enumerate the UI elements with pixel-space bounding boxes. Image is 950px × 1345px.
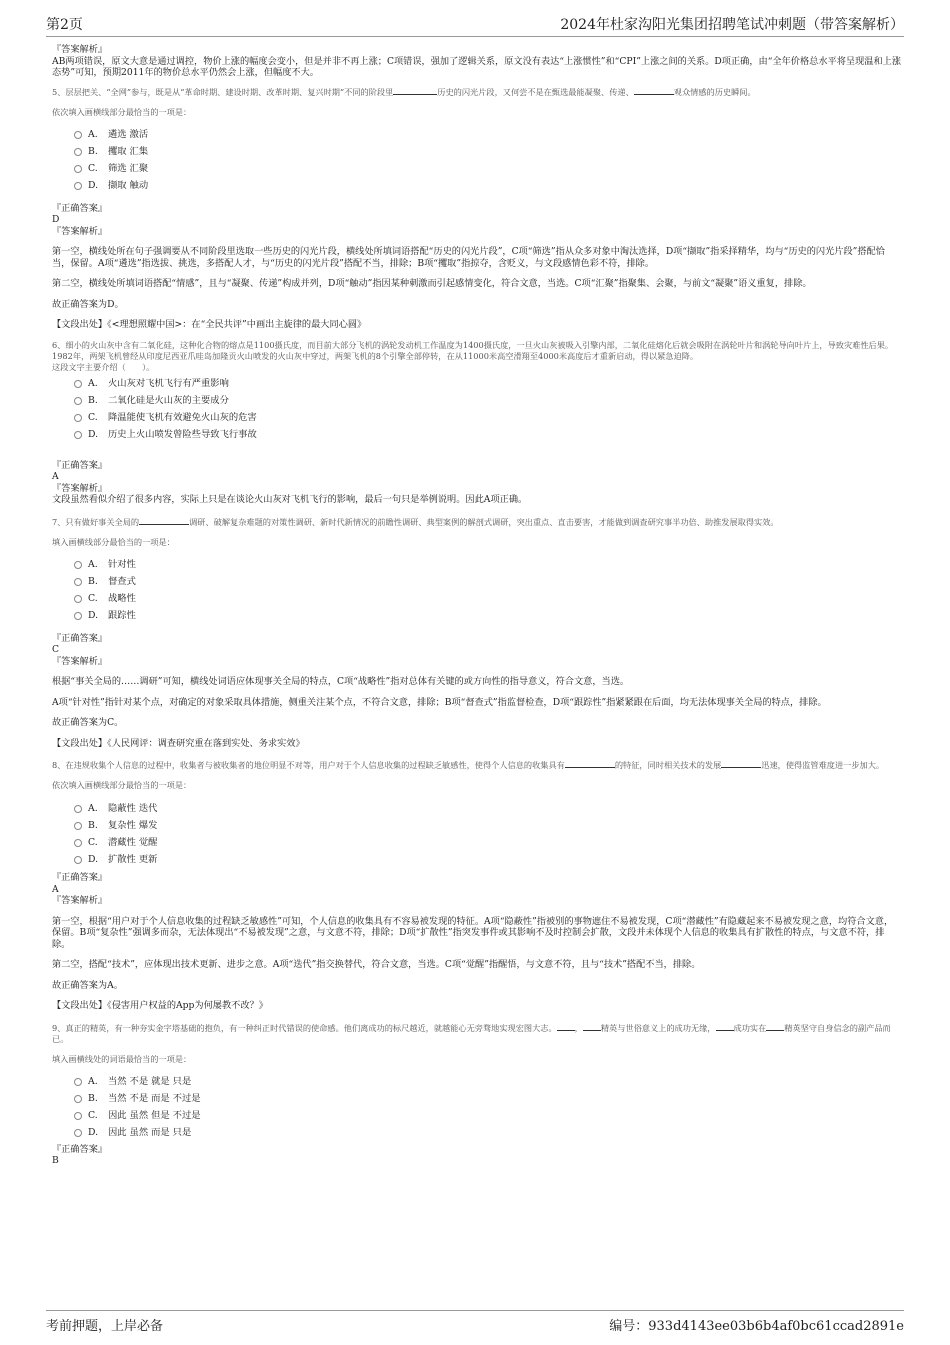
- blank-line: [766, 1021, 784, 1031]
- answer-label: 『正确答案』: [52, 632, 108, 644]
- option-c[interactable]: C. 潜藏性 觉醒: [74, 834, 902, 851]
- radio-icon[interactable]: [74, 839, 82, 847]
- answer-label: 『正确答案』: [52, 459, 108, 471]
- radio-icon[interactable]: [74, 578, 82, 586]
- document-body: [52, 44, 902, 1167]
- radio-icon[interactable]: [74, 1078, 82, 1086]
- explain-label: 『答案解析』: [52, 482, 108, 494]
- page-header: [46, 14, 904, 37]
- explain-label: 『答案解析』: [52, 655, 108, 667]
- radio-icon[interactable]: [74, 380, 82, 388]
- answer-value: B: [52, 1155, 59, 1166]
- option-d[interactable]: D. 扩散性 更新: [74, 851, 902, 868]
- option-a[interactable]: A. 针对性: [74, 557, 902, 574]
- document-id: 编号：933d4143ee03b6b4af0bc61ccad2891e: [609, 1319, 904, 1334]
- radio-icon[interactable]: [74, 1129, 82, 1137]
- blank-line: [721, 758, 761, 768]
- radio-icon[interactable]: [74, 431, 82, 439]
- source-note: 【文段出处】《人民网评：调查研究重在落到实处、务求实效》: [52, 737, 305, 749]
- question-5-prompt: 依次填入画横线部分最恰当的一项是：: [52, 106, 192, 117]
- radio-icon[interactable]: [74, 1095, 82, 1103]
- option-d[interactable]: D. 因此 虽然 而是 只是: [74, 1125, 902, 1142]
- blank-line: [716, 1021, 734, 1031]
- explain-label: 『答案解析』: [52, 225, 108, 237]
- option-b[interactable]: B. 当然 不是 而是 不过是: [74, 1091, 902, 1108]
- question-7-options: [74, 557, 902, 625]
- radio-icon[interactable]: [74, 182, 82, 190]
- answer-value: D: [52, 214, 60, 225]
- explain-text: 第二空，横线处所填词语搭配“情感”，且与“凝聚、传递”构成并列，D项“触动”指因某种刺激而引起感情变化，符合文意，当选。C项“汇聚”指聚集、会聚，与前文“凝聚”语义重复，排除。: [52, 278, 812, 289]
- question-8-stem: 8、在违规收集个人信息的过程中，收集者与被收集者的地位明显不对等，用户对于个人信息收集的过程缺乏敏感性，使得个人信息的收集具有 的特征，同时相关技术的发展 迅速，使得监管难度进一步加大。: [52, 760, 885, 770]
- question-9-options: [74, 1074, 902, 1142]
- option-c[interactable]: C. 筛选 汇聚: [74, 161, 902, 178]
- explain-text: 第二空，搭配“技术”，应体现出技术更新、进步之意。A项“迭代”指交换替代，符合文意，当选。C项“觉醒”指醒悟，与文意不符，且与“技术”搭配不当，排除。: [52, 959, 701, 970]
- radio-icon[interactable]: [74, 397, 82, 405]
- answer-label: 『正确答案』: [52, 202, 108, 214]
- question-7-prompt: 填入画横线部分最恰当的一项是：: [52, 536, 175, 547]
- answer-value: A: [52, 883, 59, 895]
- conclusion: 故正确答案为A。: [52, 979, 123, 991]
- option-c[interactable]: C. 战略性: [74, 591, 902, 608]
- blank-line: [393, 85, 437, 95]
- answer-value: C: [52, 644, 60, 655]
- question-6-stem: 6、细小的火山灰中含有二氧化硅，这种化合物的熔点是1100摄氏度，而目前大部分飞机的涡轮发动机工作温度为1400摄氏度，一旦火山灰被吸入引擎内部，二氧化硅熔化后就会吸附在涡轮叶片和涡轮导向叶片上，导致灾难性后果。1982年，两架飞机曾经从印度尼西亚爪哇岛加隆贡火山喷发的火山灰中穿过，两架飞机的8个引擎全部停转，在从11000米高空滑翔至4000米高度后才重新启动，得以紧急迫降。: [52, 339, 894, 361]
- explain-text: 文段虽然看似介绍了很多内容，实际上只是在谈论火山灰对飞机飞行的影响，最后一句只是举例说明。因此A项正确。: [52, 494, 528, 505]
- option-a[interactable]: A. 火山灰对飞机飞行有严重影响: [74, 376, 902, 393]
- blank-line: [565, 758, 615, 768]
- radio-icon[interactable]: [74, 131, 82, 139]
- source-note: 【文段出处】《<理想照耀中国>：在“全民共评”中画出主旋律的最大同心圆》: [52, 319, 367, 330]
- explain-text: 第一空，根据“用户对于个人信息收集的过程缺乏敏感性”可知，个人信息的收集具有不容易被发现的特征。A项“隐蔽性”指被别的事物遮住不易被发现，C项“潜藏性”有隐藏起来不易被发现之意，均符合文意，保留。B项“复杂性”强调多而杂，无法体现出“不易被发现”之意，与文意不符，排除；D项“扩散性”指突发事件或其影响不及时控制会扩散，文段并未体现个人信息的收集具有扩散性的特点，与文意不符，排除。: [52, 915, 894, 950]
- option-a[interactable]: A. 隐蔽性 迭代: [74, 800, 902, 817]
- explain-text: AB两项错误，原文大意是通过调控，物价上涨的幅度会变小，但是并非不再上涨；C项错误，强加了逻辑关系，原文没有表达“上涨惯性”和“CPI”上涨之间的关系。D项正确，由“全年价格总水平将呈现温和上涨态势”可知，预期2011年的物价总水平仍然会上涨，但幅度不大。: [52, 55, 902, 78]
- option-c[interactable]: C. 因此 虽然 但是 不过是: [74, 1108, 902, 1125]
- radio-icon[interactable]: [74, 165, 82, 173]
- question-6-prompt: 这段文字主要介绍（ ）。: [52, 361, 155, 372]
- radio-icon[interactable]: [74, 561, 82, 569]
- option-b[interactable]: B. 攫取 汇集: [74, 144, 902, 161]
- question-9-stem: 9、真正的精英，有一种夯实金字塔基础的抱负，有一种纠正时代错误的使命感。他们离成功的标尺越近，就越能心无旁骛地实现宏图大志。 ， 精英与世俗意义上的成功无缘， 成功实在 精英坚守自身信念的副产品而已。: [52, 1022, 891, 1044]
- blank-line: [634, 85, 674, 95]
- document-title: 2024年杜家沟阳光集团招聘笔试冲刺题（带答案解析）: [560, 17, 904, 33]
- question-5-options: [74, 127, 902, 195]
- blank-line: [583, 1021, 601, 1031]
- answer-value: A: [52, 471, 59, 482]
- explain-text: 根据“事关全局的……调研”可知，横线处词语应体现事关全局的特点，C项“战略性”指对总体有关键的或方向性的指导意义，符合文意，当选。: [52, 676, 630, 687]
- answer-label: 『正确答案』: [52, 872, 108, 883]
- question-7-stem: 7、只有做好事关全局的 调研、破解复杂难题的对策性调研、新时代新情况的前瞻性调研、典型案例的解剖式调研，突出重点、直击要害，才能做到调查研究事半功倍、助推发展取得实效。: [52, 516, 779, 527]
- explain-text: 第一空，横线处所在句子强调要从不同阶段里选取一些历史的闪光片段，横线处所填词语搭配“历史的闪光片段”，C项“筛选”指从众多对象中淘汰选择，D项“撷取”指采择精华，均与“历史的闪光片段”搭配恰当，保留。A项“遴选”指选拔、挑选，多搭配人才，与“历史的闪光片段”搭配不当，排除；B项“攫取”指掠夺，含贬义，与文段感情色彩不符，排除。: [52, 246, 885, 269]
- option-d[interactable]: D. 跟踪性: [74, 608, 902, 625]
- source-note: 【文段出处】《侵害用户权益的App为何屡教不改？》: [52, 1000, 268, 1011]
- radio-icon[interactable]: [74, 856, 82, 864]
- radio-icon[interactable]: [74, 805, 82, 813]
- footer-slogan: 考前押题，上岸必备: [46, 1319, 164, 1334]
- explain-text: A项“针对性”指针对某个点，对确定的对象采取具体措施，侧重关注某个点，不符合文意，排除；B项“督查式”指监督检查，D项“跟踪性”指紧紧跟在后面，均无法体现事关全局的特点，排除。: [52, 696, 827, 708]
- question-8-options: [74, 800, 902, 868]
- option-b[interactable]: B. 二氧化硅是火山灰的主要成分: [74, 393, 902, 410]
- question-8-prompt: 依次填入画横线部分最恰当的一项是：: [52, 780, 192, 790]
- blank-line: [557, 1021, 575, 1031]
- option-d[interactable]: D. 撷取 触动: [74, 178, 902, 195]
- option-b[interactable]: B. 督查式: [74, 574, 902, 591]
- conclusion: 故正确答案为D。: [52, 298, 124, 310]
- radio-icon[interactable]: [74, 595, 82, 603]
- question-9-prompt: 填入画横线处的词语最恰当的一项是：: [52, 1053, 192, 1064]
- radio-icon[interactable]: [74, 148, 82, 156]
- blank-line: [139, 515, 189, 525]
- question-6-options: [74, 376, 902, 444]
- option-a[interactable]: A. 当然 不是 就是 只是: [74, 1074, 902, 1091]
- radio-icon[interactable]: [74, 822, 82, 830]
- option-c[interactable]: C. 降温能使飞机有效避免火山灰的危害: [74, 410, 902, 427]
- radio-icon[interactable]: [74, 1112, 82, 1120]
- conclusion: 故正确答案为C。: [52, 717, 124, 728]
- option-d[interactable]: D. 历史上火山喷发曾险些导致飞行事故: [74, 427, 902, 444]
- option-b[interactable]: B. 复杂性 爆发: [74, 817, 902, 834]
- radio-icon[interactable]: [74, 612, 82, 620]
- radio-icon[interactable]: [74, 414, 82, 422]
- page-number: 第2页: [46, 17, 83, 33]
- option-a[interactable]: A. 遴选 激活: [74, 127, 902, 144]
- answer-label: 『正确答案』: [52, 1143, 108, 1155]
- explain-label: 『答案解析』: [52, 895, 108, 906]
- page-footer: [46, 1310, 904, 1337]
- explain-label: 『答案解析』: [52, 44, 108, 55]
- question-5-stem: 5、层层把关、“全网”参与，既是从“革命时期、建设时期、改革时期、复兴时期”不同的阶段里 历史的闪光片段，又何尝不是在甄选最能凝聚、传递、 观众情感的历史瞬间。: [52, 86, 756, 97]
